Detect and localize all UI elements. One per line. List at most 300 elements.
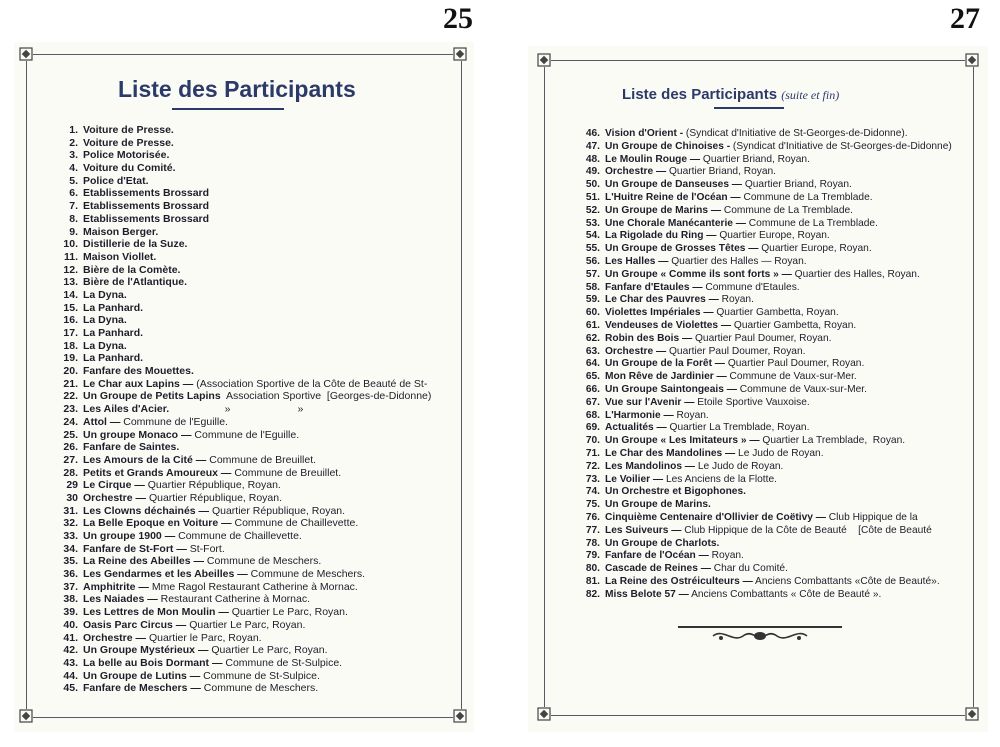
entry-name: Un Groupe de Petits Lapins — [83, 390, 221, 403]
entry-number: 51. — [585, 191, 600, 203]
list-item — [54, 149, 431, 162]
entry-number: 6. — [69, 187, 78, 200]
list-item — [54, 137, 431, 150]
entry-detail: Quartier Briand, Royan. — [700, 153, 810, 165]
entry-detail: Commune de Vaux-sur-Mer. — [736, 383, 867, 395]
entry-name: Fanfare des Mouettes. — [83, 365, 194, 378]
entry-number: 66. — [585, 383, 600, 395]
entry-detail: Quartier République, Royan. — [209, 504, 346, 517]
entry-detail: Les Anciens de la Flotte. — [663, 473, 777, 485]
entry-name: La Dyna. — [83, 339, 127, 352]
entry-detail: Le Judo de Royan. — [735, 447, 824, 459]
entry-detail: » » — [169, 403, 304, 416]
list-item — [54, 606, 431, 619]
list-item — [54, 327, 431, 340]
list-item — [54, 517, 431, 530]
entry-number: 5. — [69, 174, 78, 187]
entry-number: 68. — [585, 409, 600, 421]
entry-number: 26. — [63, 441, 78, 454]
list-item — [54, 479, 431, 492]
entry-number: 80. — [585, 563, 600, 575]
entry-detail: (Syndicat d'Initiative de St-Georges-de-Didonne) — [730, 140, 952, 152]
entry-number: 74. — [585, 486, 600, 498]
entry-detail: Commune de l'Eguille. — [120, 415, 228, 428]
corner-ornament-icon — [965, 707, 979, 721]
entry-name: Etablissements Brossard — [83, 212, 210, 225]
list-item — [54, 416, 431, 429]
entry-number: 36. — [63, 568, 78, 581]
list-item — [578, 486, 952, 499]
entry-number: 42. — [63, 644, 78, 657]
list-item — [54, 162, 431, 175]
entry-number: 47. — [585, 140, 600, 152]
participant-list — [578, 128, 952, 601]
entry-number: 57. — [585, 268, 600, 280]
entry-name: Fanfare de Saintes. — [83, 441, 180, 454]
entry-number: 38. — [63, 593, 78, 606]
entry-name: Un Orchestre et Bigophones. — [605, 486, 746, 498]
entry-name: La Dyna. — [83, 288, 127, 301]
list-item — [54, 682, 431, 695]
entry-detail: Commune de Breuillet. — [206, 453, 317, 466]
entry-number: 34. — [63, 542, 78, 555]
list-item — [54, 124, 431, 137]
entry-number: 15. — [63, 301, 78, 314]
list-item — [578, 333, 952, 346]
page-title: Liste des Participants — [118, 76, 356, 102]
entry-number: 7. — [69, 200, 78, 213]
entry-name: Le Char des Mandolines — — [605, 447, 736, 459]
entry-number: 3. — [69, 149, 78, 162]
corner-ornament-icon — [965, 53, 979, 67]
list-item — [54, 657, 431, 670]
list-item — [578, 538, 952, 551]
entry-number: 79. — [585, 550, 600, 562]
list-item — [578, 346, 952, 359]
entry-name: Un groupe 1900 — — [83, 530, 176, 542]
entry-name: Police Motorisée. — [83, 149, 170, 162]
entry-detail: Quartier La Tremblade, Royan. — [759, 435, 906, 447]
entry-detail: Quartier Le Parc, Royan. — [186, 618, 306, 631]
entry-number: 73. — [585, 473, 600, 485]
entry-number: 78. — [585, 537, 600, 549]
list-item — [578, 563, 952, 576]
list-item — [578, 141, 952, 154]
list-item — [578, 269, 952, 282]
entry-number: 59. — [585, 294, 600, 306]
list-item — [578, 461, 952, 474]
list-item — [54, 555, 431, 568]
entry-name: Les Mandolinos — — [605, 460, 695, 472]
entry-detail: Le Judo de Royan. — [695, 460, 784, 472]
entry-name: Un Groupe de Chinoises - — [605, 140, 731, 152]
entry-number: 35. — [63, 555, 78, 568]
list-item — [54, 568, 431, 581]
entry-name: Le Char des Pauvres — — [605, 294, 719, 306]
entry-name: Police d'Etat. — [83, 174, 149, 187]
entry-number: 25. — [63, 428, 78, 441]
entry-number: 72. — [585, 460, 600, 472]
entry-name: Bière de la Comète. — [83, 263, 181, 276]
entry-name: Actualités — — [605, 422, 667, 434]
entry-name: Une Chorale Manécanterie — — [605, 217, 746, 229]
entry-number: 40. — [63, 618, 78, 631]
list-item — [578, 320, 952, 333]
list-item — [578, 384, 952, 397]
corner-ornament-icon — [537, 707, 551, 721]
entry-name: Orchestre — — [605, 166, 667, 178]
entry-number: 71. — [585, 447, 600, 459]
list-item — [578, 154, 952, 167]
entry-name: Vision d'Orient - — [605, 128, 684, 139]
list-item — [54, 352, 431, 365]
entry-name: L'Harmonie — — [605, 409, 674, 421]
entry-name: Fanfare de l'Océan — — [605, 550, 709, 562]
entry-detail: Quartier Le Parc, Royan. — [228, 606, 348, 619]
entry-name: Cascade de Reines — — [605, 563, 711, 575]
entry-number: 41. — [63, 631, 78, 644]
list-item — [54, 226, 431, 239]
entry-number: 11. — [63, 250, 78, 263]
entry-detail: Anciens Combattants « Côte de Beauté ». — [688, 588, 882, 600]
entry-name: Les Clowns déchainés — — [83, 504, 210, 517]
entry-number: 44. — [63, 669, 78, 682]
entry-name: Un Groupe de Grosses Têtes — — [605, 243, 759, 255]
entry-name: Bière de l'Atlantique. — [83, 276, 188, 289]
entry-detail: Commune de Meschers. — [247, 568, 366, 581]
entry-detail: (Association Sportive de la Côte de Beauté de St- — [193, 377, 428, 390]
entry-name: Mon Rêve de Jardinier — — [605, 371, 727, 383]
entry-name: La belle au Bois Dormant — — [83, 656, 223, 669]
list-item — [54, 505, 431, 518]
entry-number: 75. — [585, 499, 600, 511]
entry-number: 17. — [63, 327, 78, 339]
title-underline — [172, 108, 284, 110]
list-item — [54, 175, 431, 188]
list-item — [578, 422, 952, 435]
entry-detail: Commune de l'Eguille. — [191, 428, 300, 441]
entry-number: 8. — [69, 212, 78, 225]
entry-name: Les Halles — — [605, 255, 669, 267]
entry-number: 10. — [63, 238, 78, 251]
list-item — [578, 358, 952, 371]
corner-ornament-icon — [19, 47, 33, 61]
entry-number: 37. — [63, 580, 78, 593]
entry-detail: Royan. — [673, 409, 709, 421]
entry-detail: Royan. — [718, 294, 754, 306]
entry-number: 67. — [585, 396, 600, 408]
entry-number: 22. — [63, 390, 78, 403]
corner-ornament-icon — [453, 47, 467, 61]
list-item — [54, 289, 431, 302]
entry-number: 70. — [585, 435, 600, 447]
list-item — [54, 530, 431, 543]
entry-detail: Quartier Paul Doumer, Royan. — [666, 345, 806, 357]
entry-name: Orchestre — — [83, 631, 147, 644]
entry-name: Les Gendarmes et les Abeilles — — [83, 568, 248, 581]
list-item — [54, 670, 431, 683]
entry-detail: Quartier des Halles — Royan. — [668, 255, 807, 267]
entry-detail: Anciens Combattants «Côte de Beauté». — [752, 575, 940, 587]
list-item — [578, 294, 952, 307]
entry-name: Le Cirque — — [83, 479, 145, 492]
list-item — [578, 282, 952, 295]
entry-name: Un Groupe « Les Imitateurs » — — [605, 435, 760, 447]
entry-number: 43. — [63, 656, 78, 669]
entry-name: Un Groupe de la Forêt — — [605, 358, 725, 370]
entry-name: La Dyna. — [83, 314, 127, 327]
corner-ornament-icon — [19, 709, 33, 723]
corner-ornament-icon — [453, 709, 467, 723]
entry-name: Vue sur l'Avenir — — [605, 396, 695, 408]
entry-name: Le Moulin Rouge — — [605, 153, 701, 165]
list-item — [54, 365, 431, 378]
list-item — [54, 619, 431, 632]
entry-name: Un groupe Monaco — — [83, 428, 192, 441]
entry-name: Orchestre — — [83, 491, 147, 504]
list-item — [578, 499, 952, 512]
entry-number: 19. — [63, 352, 78, 365]
list-item — [578, 307, 952, 320]
entry-name: Un Groupe de Danseuses — — [605, 179, 742, 191]
left-page — [14, 42, 474, 732]
entry-detail: Quartier Briand, Royan. — [742, 179, 852, 191]
entry-name: Miss Belote 57 — — [605, 588, 689, 600]
entry-detail: Quartier République, Royan. — [146, 491, 283, 504]
entry-detail: Commune de Meschers. — [204, 555, 322, 568]
entry-detail: Quartier République, Royan. — [144, 479, 281, 492]
list-item — [578, 205, 952, 218]
entry-detail: Commune de St-Sulpice. — [222, 656, 343, 669]
entry-number: 18. — [63, 339, 78, 352]
entry-detail: Quartier le Parc, Royan. — [146, 631, 262, 644]
entry-detail: St-Fort. — [186, 542, 225, 555]
entry-number: 53. — [585, 217, 600, 229]
entry-detail: Quartier Gambetta, Royan. — [731, 319, 857, 331]
entry-name: Un Groupe de Marins — — [605, 204, 722, 216]
entry-number: 21. — [63, 377, 78, 390]
entry-detail: Commune de Meschers. — [200, 682, 319, 695]
entry-detail: Quartier Gambetta, Royan. — [713, 307, 839, 319]
entry-number: 52. — [585, 204, 600, 216]
list-item — [578, 589, 952, 602]
entry-detail: Quartier Europe, Royan. — [716, 230, 830, 242]
entry-name: Etablissements Brossard — [83, 200, 210, 213]
entry-detail: Commune de La Tremblade. — [721, 204, 853, 216]
entry-number: 16. — [63, 314, 78, 327]
entry-name: Robin des Bois — — [605, 332, 693, 344]
entry-name: Un Groupe de Lutins — — [83, 669, 201, 682]
list-item — [54, 276, 431, 289]
entry-name: Maison Berger. — [83, 225, 159, 238]
entry-number: 27. — [63, 453, 78, 466]
entry-detail: Quartier La Tremblade, Royan. — [666, 422, 810, 434]
entry-detail: Commune de La Tremblade. — [740, 191, 873, 203]
entry-number: 45. — [63, 682, 78, 695]
entry-number: 2. — [69, 136, 78, 149]
list-item — [578, 474, 952, 487]
entry-name: Fanfare de Meschers — — [83, 682, 201, 695]
entry-number: 14. — [63, 288, 78, 301]
entry-name: Attol — — [83, 415, 121, 428]
entry-number: 23. — [63, 403, 78, 416]
title-underline — [714, 107, 784, 109]
list-item — [54, 251, 431, 264]
list-item — [578, 256, 952, 269]
entry-detail: Quartier Paul Doumer, Royan. — [692, 332, 832, 344]
entry-name: La Panhard. — [83, 327, 144, 339]
entry-name: Oasis Parc Circus — — [83, 618, 187, 631]
list-item — [578, 371, 952, 384]
page-number-right: 27 — [950, 2, 980, 35]
fleuron-ornament-icon — [711, 629, 809, 648]
entry-name: La Reine des Abeilles — — [83, 555, 204, 568]
entry-name: Voiture de Presse. — [83, 136, 174, 149]
list-item — [54, 441, 431, 454]
entry-detail: Club Hippique de la Côte de Beauté [Côte de Beauté — [681, 524, 932, 536]
entry-name: Les Amours de la Cité — — [83, 453, 207, 466]
entry-number: 33. — [63, 530, 78, 542]
entry-detail: (Syndicat d'Initiative de St-Georges-de-Didonne). — [683, 128, 908, 139]
entry-name: Les Ailes d'Acier. — [83, 403, 170, 416]
entry-name: Vendeuses de Violettes — — [605, 319, 732, 331]
entry-name: Distillerie de la Suze. — [83, 238, 188, 251]
entry-name: Un Groupe de Marins. — [605, 499, 711, 511]
list-item — [54, 467, 431, 480]
corner-ornament-icon — [537, 53, 551, 67]
entry-number: 31. — [63, 504, 78, 517]
list-item — [54, 581, 431, 594]
list-item — [578, 179, 952, 192]
entry-name: Le Char aux Lapins — — [83, 377, 194, 390]
entry-number: 24. — [63, 415, 78, 428]
entry-detail: Quartier des Halles, Royan. — [791, 268, 920, 280]
entry-number: 55. — [585, 243, 600, 255]
entry-number: 4. — [69, 162, 78, 175]
entry-name: La Panhard. — [83, 352, 144, 365]
entry-detail: Char du Comité. — [710, 563, 788, 575]
entry-number: 32. — [63, 517, 78, 530]
entry-number: 50. — [585, 179, 600, 191]
page-title-suffix: (suite et fin) — [781, 88, 840, 102]
entry-detail: Club Hippique de la — [825, 511, 918, 523]
entry-number: 69. — [585, 422, 600, 434]
entry-name: Cinquième Centenaire d'Ollivier de Coëtivy — — [605, 511, 826, 523]
entry-number: 13. — [63, 276, 78, 289]
entry-number: 28. — [63, 466, 78, 479]
entry-name: La Rigolade du Ring — — [605, 230, 717, 242]
entry-number: 29 — [66, 479, 78, 492]
list-item — [54, 593, 431, 606]
right-page — [528, 46, 988, 732]
entry-detail: Royan. — [708, 550, 744, 562]
entry-number: 61. — [585, 319, 600, 331]
entry-detail: Commune de Chaillevette. — [231, 517, 359, 530]
entry-number: 46. — [585, 128, 600, 139]
entry-detail: Commune de Breuillet. — [231, 466, 342, 479]
list-item — [54, 390, 431, 403]
entry-detail: Restaurant Catherine à Mornac. — [157, 593, 311, 606]
entry-number: 81. — [585, 575, 600, 587]
footer-rule — [678, 626, 842, 628]
entry-name: Les Naiades — — [83, 593, 158, 606]
entry-name: La Panhard. — [83, 301, 144, 314]
list-item — [54, 543, 431, 556]
entry-detail: Commune de Vaux-sur-Mer. — [726, 371, 857, 383]
entry-name: Fanfare de St-Fort — — [83, 542, 187, 555]
list-item — [54, 632, 431, 645]
participant-list — [54, 124, 431, 695]
entry-detail: Quartier Paul Doumer, Royan. — [725, 358, 865, 370]
entry-number: 54. — [585, 230, 600, 242]
entry-name: L'Huitre Reine de l'Océan — — [605, 191, 741, 203]
entry-detail: Etoile Sportive Vauxoise. — [694, 396, 810, 408]
entry-number: 48. — [585, 153, 600, 165]
list-item — [578, 397, 952, 410]
entry-number: 64. — [585, 358, 600, 370]
list-item — [578, 166, 952, 179]
entry-number: 76. — [585, 511, 600, 523]
list-item — [578, 512, 952, 525]
page-title-text: Liste des Participants — [622, 86, 778, 103]
entry-number: 12. — [63, 263, 78, 276]
entry-name: La Belle Epoque en Voiture — — [83, 517, 232, 530]
entry-number: 60. — [585, 307, 600, 319]
entry-number: 65. — [585, 371, 600, 383]
entry-name: Violettes Impériales — — [605, 307, 714, 319]
list-item — [578, 435, 952, 448]
entry-number: 9. — [69, 225, 78, 238]
entry-number: 82. — [585, 588, 600, 600]
list-item — [54, 238, 431, 251]
list-item — [54, 454, 431, 467]
list-item — [54, 403, 431, 416]
list-item — [54, 644, 431, 657]
page-title — [622, 86, 839, 103]
list-item — [578, 576, 952, 589]
entry-name: Le Voilier — — [605, 473, 664, 485]
entry-name: Orchestre — — [605, 345, 667, 357]
entry-detail: Commune d'Etaules. — [702, 281, 800, 293]
entry-name: Petits et Grands Amoureux — — [83, 466, 232, 479]
entry-name: Voiture de Presse. — [83, 124, 174, 136]
entry-detail: Association Sportive [Georges-de-Didonne) — [220, 390, 432, 403]
entry-name: Les Suiveurs — — [605, 524, 682, 536]
entry-number: 63. — [585, 345, 600, 357]
list-item — [578, 243, 952, 256]
entry-name: La Reine des Ostréiculteurs — — [605, 575, 753, 587]
entry-detail: Commune de La Tremblade. — [745, 217, 878, 229]
list-item — [54, 302, 431, 315]
entry-name: Un Groupe Mystérieux — — [83, 644, 209, 657]
entry-number: 39. — [63, 606, 78, 619]
list-item — [54, 187, 431, 200]
entry-number: 58. — [585, 281, 600, 293]
entry-number: 30 — [66, 491, 78, 504]
entry-detail: Quartier Europe, Royan. — [758, 243, 872, 255]
entry-name: Etablissements Brossard — [83, 187, 210, 200]
entry-name: Les Lettres de Mon Moulin — — [83, 606, 229, 619]
list-item — [578, 525, 952, 538]
entry-name: Amphitrite — — [83, 580, 149, 593]
list-item — [54, 429, 431, 442]
entry-number: 62. — [585, 332, 600, 344]
list-item — [54, 264, 431, 277]
list-item — [578, 192, 952, 205]
list-item — [54, 314, 431, 327]
entry-detail: Commune de St-Sulpice. — [200, 669, 320, 682]
list-item — [54, 200, 431, 213]
